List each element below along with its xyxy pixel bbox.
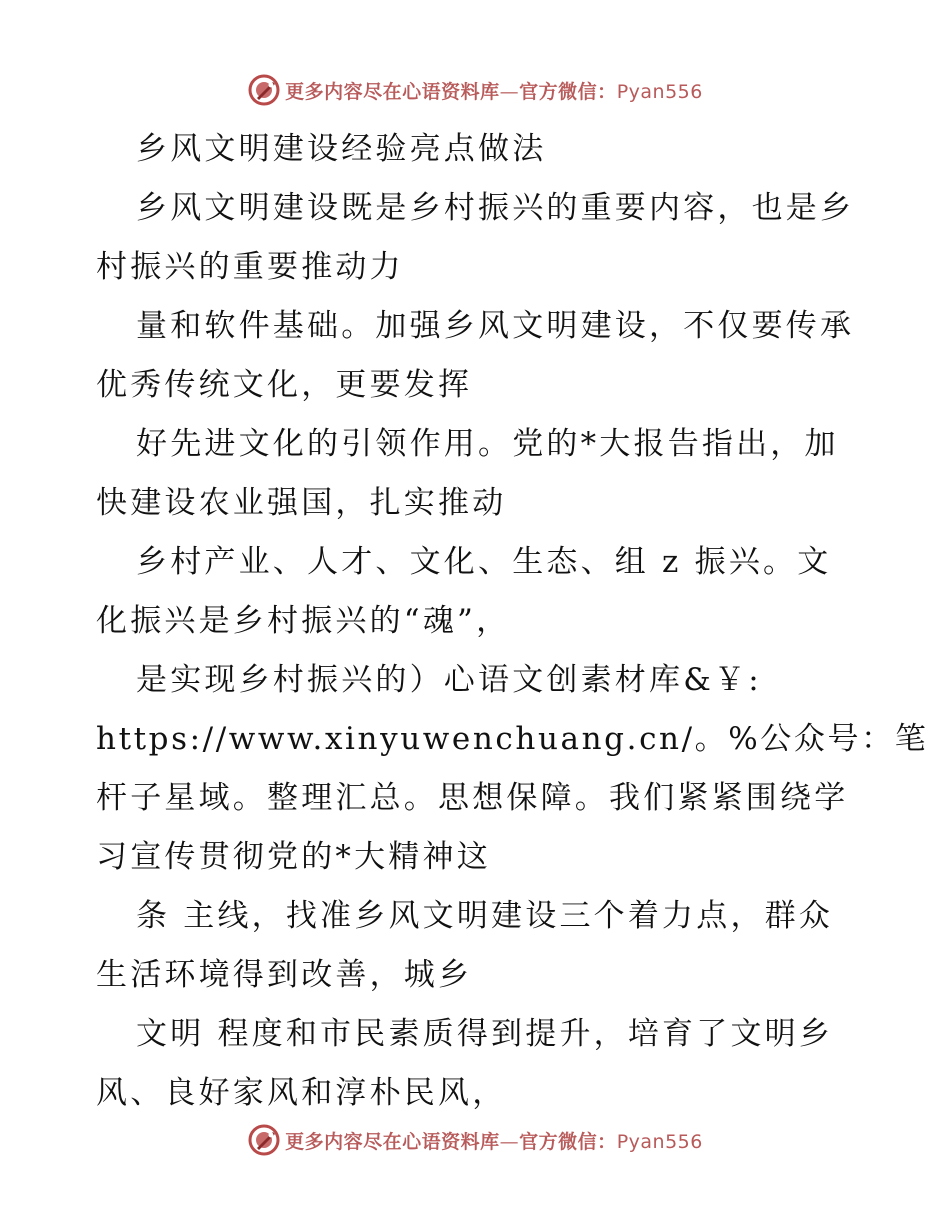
watermark-wechat-id: Pyan556	[616, 1130, 703, 1153]
paragraph-line: 条 主线，找准乡风文明建设三个着力点，群众	[136, 898, 834, 934]
paragraph-line: 文明 程度和市民素质得到提升，培育了文明乡	[136, 1016, 834, 1052]
url-line: https://www.xinyuwenchuang.cn/。%公众号：笔	[96, 721, 929, 757]
paragraph-line: 生活环境得到改善，城乡	[96, 957, 473, 993]
xinyu-logo-icon	[247, 1123, 281, 1157]
document-title: 乡风文明建设经验亮点做法	[136, 131, 547, 167]
watermark-separator: —	[499, 1130, 520, 1153]
watermark-official-label: 官方微信：	[519, 80, 617, 103]
paragraph-line: 优秀传统文化，更要发挥	[96, 367, 473, 403]
paragraph-line: 乡风文明建设既是乡村振兴的重要内容，也是乡	[136, 190, 855, 226]
paragraph-line: 化振兴是乡村振兴的“魂”，	[96, 603, 511, 639]
paragraph-line: 乡村产业、人才、文化、生态、组 z 振兴。文	[136, 544, 832, 580]
header-watermark	[0, 70, 950, 110]
paragraph-line: 好先进文化的引领作用。党的*大报告指出，加	[136, 426, 839, 462]
footer-watermark	[0, 1120, 950, 1160]
paragraph-line: 快建设农业强国，扎实推动	[96, 485, 507, 521]
watermark-main-text: 更多内容尽在心语资料库	[285, 1130, 500, 1153]
watermark-text	[285, 77, 703, 104]
watermark-official-label: 官方微信：	[519, 1130, 617, 1153]
watermark-separator: —	[499, 80, 520, 103]
watermark-text	[285, 1127, 703, 1154]
paragraph-line: 风、良好家风和淳朴民风，	[96, 1075, 507, 1111]
document-body	[96, 120, 929, 1123]
paragraph-line: 习宣传贯彻党的*大精神这	[96, 839, 491, 875]
paragraph-line: 村振兴的重要推动力	[96, 249, 404, 285]
watermark-main-text: 更多内容尽在心语资料库	[285, 80, 500, 103]
paragraph-line: 是实现乡村振兴的）心语文创素材库&￥:	[136, 662, 762, 698]
xinyu-logo-icon	[247, 73, 281, 107]
paragraph-line: 杆子星域。整理汇总。思想保障。我们紧紧围绕学	[96, 780, 849, 816]
watermark-wechat-id: Pyan556	[616, 80, 703, 103]
paragraph-line: 量和软件基础。加强乡风文明建设，不仅要传承	[136, 308, 855, 344]
